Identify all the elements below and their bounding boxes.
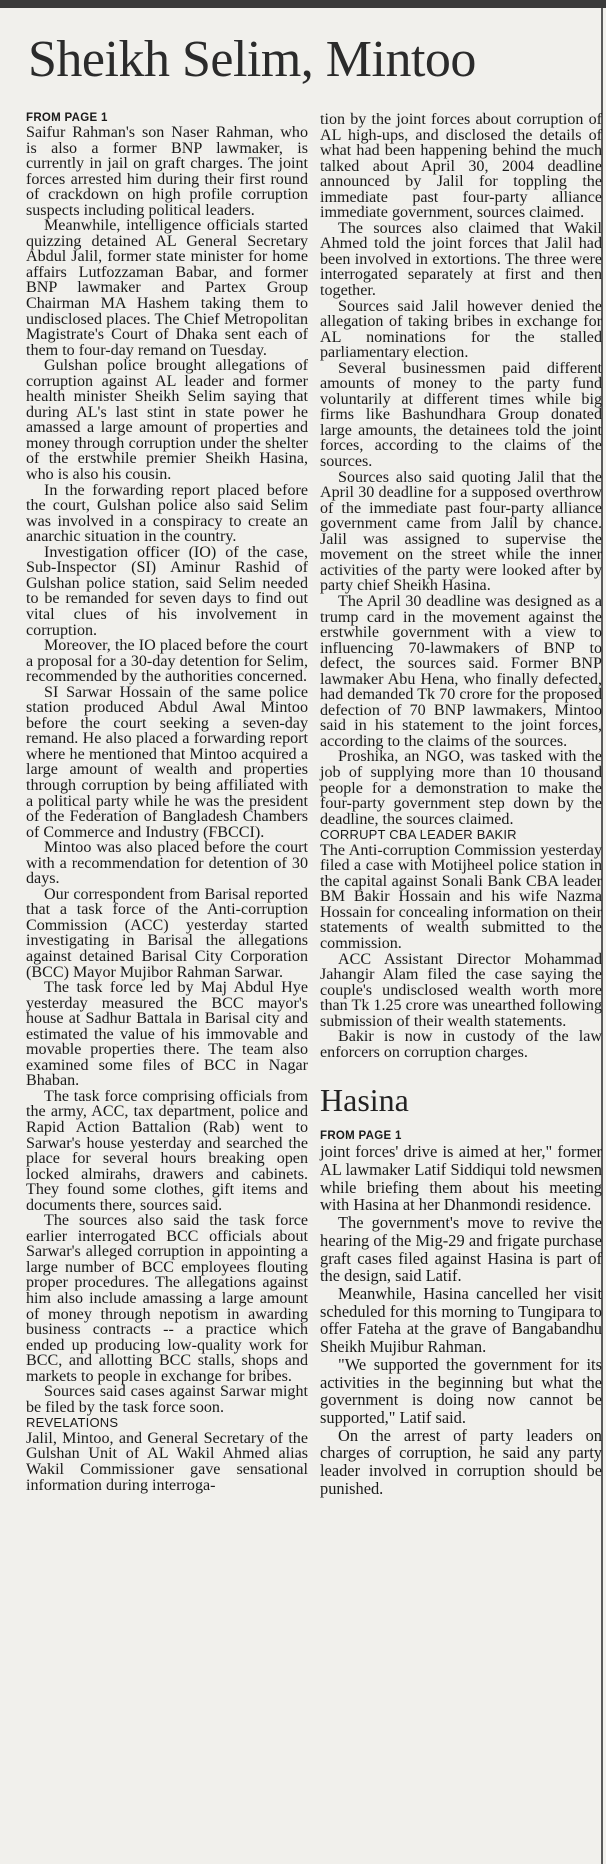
paragraph: The task force led by Maj Abdul Hye yesterday measured the BCC mayor's house at Sadhur Battala in Barisal city and estimated the value of his immovable and movable properties there. The team also examined some files of BCC in Nagar Bhaban. [26,979,308,1090]
hasina-article [320,1082,602,1497]
paragraph: Sources also said quoting Jalil that the April 30 deadline for a supposed overthrow of the immediate past four-party alliance government came from Jalil by chance. Jalil was assigned to supervise the movement on the street while the inner activities of the party were looked after by party chief Sheikh Hasina. [320,468,602,595]
hasina-body [320,1130,602,1497]
paragraph: Jalil, Mintoo, and General Secretary of the Gulshan Unit of AL Wakil Ahmed alias Wakil Commissioner gave sensational information during interroga- [26,1429,308,1494]
paragraph: Bakir is now in custody of the law enforcers on corruption charges. [320,1028,602,1061]
paragraph: tion by the joint forces about corruption of AL high-ups, and disclosed the details of what had been happening behind the much talked about April 30, 2004 deadline announced by Jalil for toppling the immediate past four-party alliance immediate government, sources claimed. [320,111,602,222]
paragraph: Investigation officer (IO) of the case, Sub-Inspector (SI) Aminur Rashid of Gulshan police station, said Selim needed to be remanded for seven days to find out vital clues of his involvement in corruption. [26,543,308,639]
paragraph: "We supported the government for its activities in the beginning but what the government is doing now cannot be supported," Latif said. [320,1354,602,1427]
paragraph: The government's move to revive the hearing of the Mig-29 and frigate purchase graft cases filed against Hasina is part of the design, said Latif. [320,1213,602,1286]
paragraph: Saifur Rahman's son Naser Rahman, who is also a former BNP lawmaker, is currently in jail on graft charges. The joint forces arrested him during their first round of crackdown on high profile corruption suspects including political leaders. [26,124,308,219]
left-column [26,112,308,1493]
paragraph: Proshika, an NGO, was tasked with the job of supplying more than 10 thousand people for a demonstration to make the four-party government step down by the deadline, the sources claimed. [320,748,602,828]
paragraph: Mintoo was also placed before the court with a recommendation for detention of 30 days. [26,839,308,888]
hasina-headline: Hasina [320,1082,409,1119]
paragraph: Several businessmen paid different amounts of money to the party fund voluntarily at different times while big firms like Bashundhara Group donated large amounts, the detainees told the joint forces, according to the claims of the sources. [320,359,602,471]
section-heading-cba: CORRUPT CBA LEADER BAKIR [320,827,517,843]
headline: Sheikh Selim, Mintoo [28,31,476,88]
from-page-label: FROM PAGE 1 [320,1130,402,1143]
top-rule [0,0,606,8]
paragraph: Sources said Jalil however denied the allegation of taking bribes in exchange for AL nominations for the stalled parliamentary election. [320,297,602,362]
paragraph: The April 30 deadline was designed as a trump card in the movement against the erstwhile government with a view to influencing 70-lawmakers of BNP to defect, the sources said. Former BNP lawmaker Abu Hena, who finally defected, had demanded Tk 70 crore for the proposed defection of 70 BNP lawmakers, Mintoo said in his statement to the joint forces, according to the claims of the sources. [320,592,602,750]
paragraph: The sources also said the task force earlier interrogated BCC officials about Sarwar's alleged corruption in appointing a large number of BCC employees flouting proper procedures. The allegations against him also include amassing a large amount of money through nepotism in awarding business contracts -- a practice which ended up producing low-quality work for BCC, and allotting BCC stalls, shops and markets to people in exchange for bribes. [26,1212,308,1385]
paragraph: joint forces' drive is aimed at her," former AL lawmaker Latif Siddiqui told newsmen while briefing them about his meeting with Hasina at her Dhanmondi residence. [320,1142,602,1215]
paragraph: Sources said cases against Sarwar might be filed by the task force soon. [26,1383,308,1416]
paragraph: The task force comprising officials from the army, ACC, tax department, police and Rapid Action Battalion (Rab) went to Sarwar's house yesterday and searched the place for several hours breaking open locked almirahs, drawers and cabinets. They found some clothes, gift items and documents there, sources said. [26,1087,308,1214]
paragraph: Moreover, the IO placed before the court a proposal for a 30-day detention for Selim, recommended by the authorities concerned. [26,637,308,686]
paragraph: Gulshan police brought allegations of corruption against AL leader and former health minister Sheikh Selim saying that during AL's last stint in state power he amassed a large amount of properties and money through corruption under the shelter of the erstwhile premier Sheikh Hasina, who is also his cousin. [26,357,308,484]
paragraph: The sources also claimed that Wakil Ahmed told the joint forces that Jalil had been involved in extortions. The three were interrogated separately at first and then together. [320,219,602,300]
paragraph: The Anti-corruption Commission yesterday filed a case with Motijheel police station in the capital against Sonali Bank CBA leader BM Bakir Hossain and his wife Nazma Hossain for concealing information on their statements of wealth submitted to the commission. [320,841,603,952]
from-page-label: FROM PAGE 1 [26,112,108,124]
paragraph: Meanwhile, intelligence officials started quizzing detained AL General Secretary Abdul Jalil, former state minister for home affairs Lutfozzaman Babar, and former BNP lawmaker and Partex Group Chairman MA Hashem taking them to undisclosed places. The Chief Metropolitan Magistrate's Court of Dhaka sent each of them to four-day remand on Tuesday. [26,217,308,359]
paragraph: Our correspondent from Barisal reported that a task force of the Anti-corruption Commission (ACC) yesterday started investigating in Barisal the allegations against detained Barisal City Corporation (BCC) Mayor Mujibor Rahman Sarwar. [26,885,308,981]
paragraph: Meanwhile, Hasina cancelled her visit scheduled for this morning to Tungipara to offer Fateha at the grave of Bangabandhu Sheikh Mujibur Rahman. [320,1283,602,1357]
section-heading-revelations: REVELATIONS [26,1415,119,1431]
right-column [320,112,602,1497]
paragraph: On the arrest of party leaders on charges of corruption, he said any party leader involved in corruption should be punished. [320,1425,602,1498]
paragraph: ACC Assistant Director Mohammad Jahangir Alam filed the case saying the couple's undisclosed wealth worth more than Tk 1.25 crore was unearthed following submission of their wealth statements. [320,950,602,1030]
paragraph: In the forwarding report placed before the court, Gulshan police also said Selim was involved in a conspiracy to create an anarchic situation in the country. [26,481,308,546]
paragraph: SI Sarwar Hossain of the same police station produced Abdul Awal Mintoo before the court seeking a seven-day remand. He also placed a forwarding report where he mentioned that Mintoo acquired a large amount of wealth and properties through corruption by being affiliated with a political party while he was the president of the Federation of Bangladesh Chambers of Commerce and Industry (FBCCI). [26,683,308,841]
